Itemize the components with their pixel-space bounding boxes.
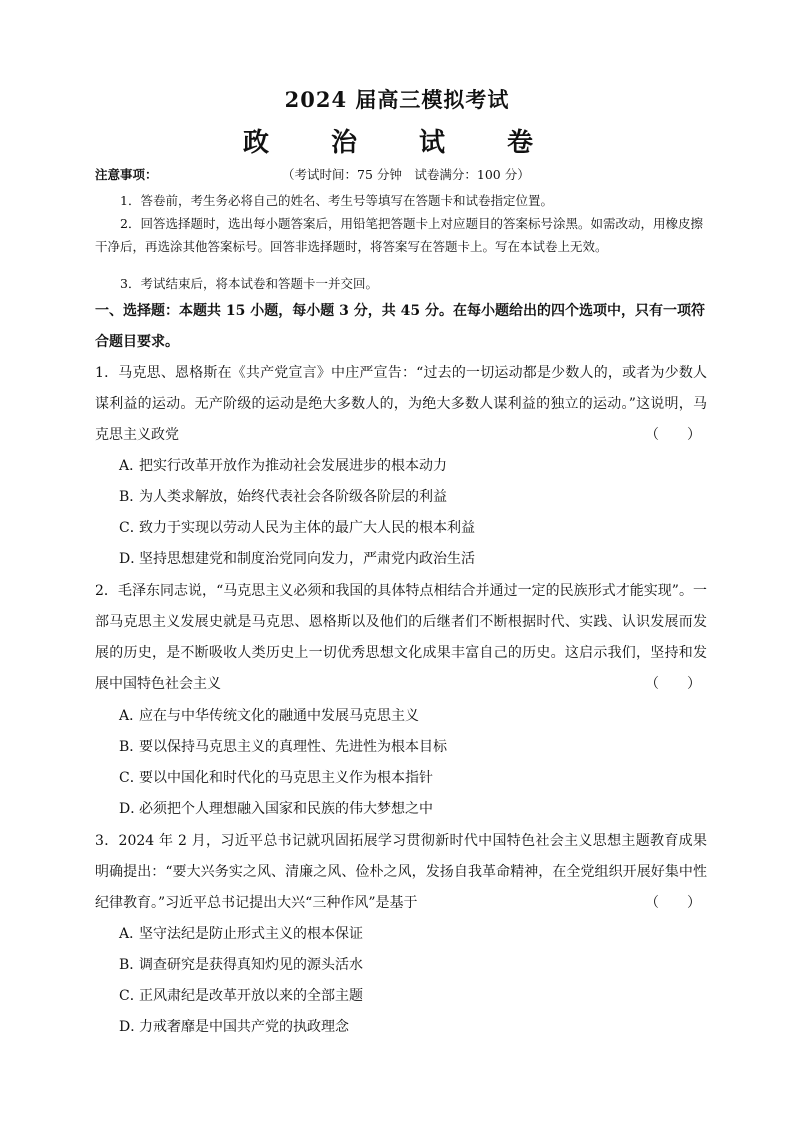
option-letter: D． (119, 801, 145, 817)
question-1-option-a (119, 456, 447, 476)
notice-header-row (95, 165, 715, 183)
answer-bracket: （ ） (645, 895, 701, 911)
question-3-option-c (119, 986, 363, 1006)
question-2-option-d (119, 799, 433, 819)
option-text: 坚持思想建党和制度治党同向发力，严肃党内政治生活 (139, 551, 475, 567)
option-text: 应在与中华传统文化的融通中发展马克思主义 (139, 708, 419, 724)
option-letter: D． (119, 551, 145, 567)
option-letter: B． (119, 489, 144, 505)
option-letter: D． (119, 1019, 145, 1035)
notice-item-3: 3．考试结束后，将本试卷和答题卡一并交回。 (120, 276, 378, 291)
question-stem: 3．2024 年 2 月，习近平总书记就巩固拓展学习贯彻新时代中国特色社会主义思想主题教育成果明确提出：“要大兴务实之风、清廉之风、俭朴之风，发扬自我革命精神，在全党组织开展好集中性纪律教育。”习近平总书记提出大兴“三种作风”是基于 (95, 833, 707, 911)
question-3 (95, 826, 707, 919)
option-letter: A． (119, 708, 144, 724)
option-text: 力戒奢靡是中国共产党的执政理念 (139, 1019, 349, 1035)
question-1 (95, 358, 707, 451)
option-letter: C． (119, 520, 144, 536)
option-letter: A． (119, 926, 144, 942)
question-stem: 1．马克思、恩格斯在《共产党宣言》中庄严宣告：“过去的一切运动都是少数人的，或者为少数人谋利益的运动。无产阶级的运动是绝大多数人的，为绝大多数人谋利益的独立的运动。”这说明，马克思主义政党 (95, 365, 707, 443)
option-text: 调查研究是获得真知灼见的源头活水 (139, 957, 363, 973)
option-letter: A． (119, 458, 144, 474)
exam-title: 2024 届高三模拟考试 (284, 87, 510, 112)
option-text: 正风肃纪是改革开放以来的全部主题 (139, 988, 363, 1004)
question-1-option-b (119, 487, 447, 507)
notice-heading: 注意事项： (95, 167, 158, 182)
option-letter: B． (119, 739, 144, 755)
option-text: 致力于实现以劳动人民为主体的最广大人民的根本利益 (139, 520, 475, 536)
option-text: 要以中国化和时代化的马克思主义作为根本指针 (139, 770, 433, 786)
option-letter: C． (119, 988, 144, 1004)
question-1-option-d (119, 549, 475, 569)
question-2-option-c (119, 768, 433, 788)
option-text: 把实行改革开放作为推动社会发展进步的根本动力 (139, 458, 447, 474)
exam-time-info: （考试时间：75 分钟 试卷满分：100 分） (282, 167, 530, 182)
answer-bracket: （ ） (645, 427, 701, 443)
option-letter: C． (119, 770, 144, 786)
question-2-option-b (119, 737, 447, 757)
option-letter: B． (119, 957, 144, 973)
question-3-option-b (119, 955, 363, 975)
section-heading: 一、选择题：本题共 15 小题，每小题 3 分，共 45 分。在每小题给出的四个选项中，只有一项符合题目要求。 (95, 303, 705, 350)
question-3-option-d (119, 1017, 349, 1037)
question-2 (95, 576, 707, 700)
option-text: 为人类求解放，始终代表社会各阶级各阶层的利益 (139, 489, 447, 505)
option-text: 要以保持马克思主义的真理性、先进性为根本目标 (139, 739, 447, 755)
notice-item-2: 2．回答选择题时，选出每小题答案后，用铅笔把答题卡上对应题目的答案标号涂黑。如需改动，用橡皮擦干净后，再选涂其他答案标号。回答非选择题时，将答案写在答题卡上。写在本试卷上无效。 (95, 216, 703, 254)
question-1-option-c (119, 518, 475, 538)
question-2-option-a (119, 706, 419, 726)
answer-bracket: （ ） (645, 676, 701, 692)
notice-item-1: 1．答卷前，考生务必将自己的姓名、考生号等填写在答题卡和试卷指定位置。 (120, 193, 553, 208)
question-3-option-a (119, 924, 363, 944)
option-text: 坚守法纪是防止形式主义的根本保证 (139, 926, 363, 942)
question-stem: 2．毛泽东同志说，“马克思主义必须和我国的具体特点相结合并通过一定的民族形式才能实现”。一部马克思主义发展史就是马克思、恩格斯以及他们的后继者们不断根据时代、实践、认识发展而发展的历史，是不断吸收人类历史上一切优秀思想文化成果丰富自己的历史。这启示我们，坚持和发展中国特色社会主义 (95, 583, 707, 692)
option-text: 必须把个人理想融入国家和民族的伟大梦想之中 (139, 801, 433, 817)
exam-subject-title: 政 治 试 卷 (242, 128, 551, 158)
